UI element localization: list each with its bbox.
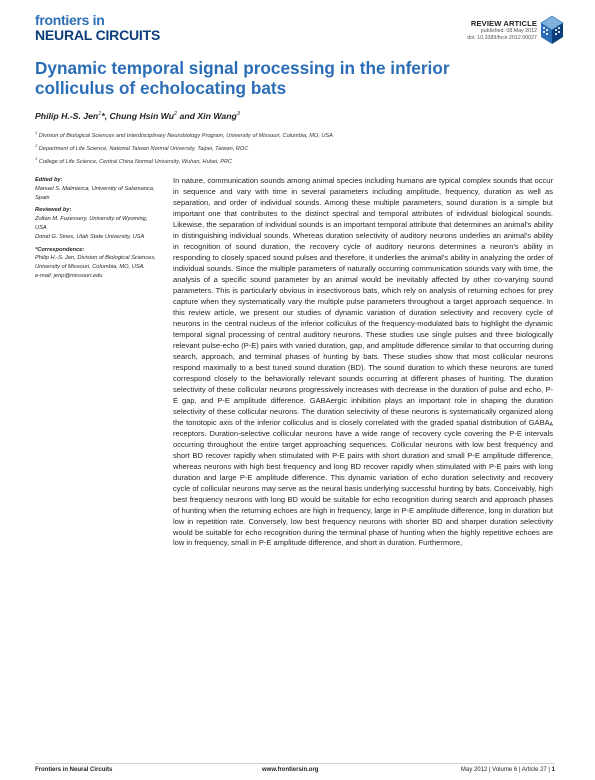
affiliation-text: Division of Biological Sciences and Interdisciplinary Neurobiology Program, University of Missouri, Columbia, MO, USA [38, 132, 333, 139]
journal-name-line1: frontiers in [35, 12, 105, 28]
author-name[interactable]: Philip H.-S. Jen [35, 111, 99, 121]
footer-journal-name: Frontiers in Neural Circuits [35, 767, 113, 773]
author-separator: and [177, 111, 195, 121]
affiliation [35, 154, 555, 167]
reviewed-by-label: Reviewed by: [35, 207, 72, 214]
edited-by-label: Edited by: [35, 177, 63, 183]
author-separator: *, [101, 111, 108, 121]
correspondence-block [35, 246, 160, 281]
page-number: 1 [551, 767, 555, 773]
article-meta [467, 19, 537, 42]
author-name[interactable]: Chung Hsin Wu [109, 111, 175, 121]
author-name[interactable]: Xin Wang [197, 111, 237, 121]
affiliation [35, 141, 555, 154]
footer-issue-info [461, 767, 555, 773]
footer-issue-text: May 2012 | Volume 6 | Article 27 | [460, 767, 550, 773]
correspondence-email[interactable]: e-mail: jenp@missouri.edu [35, 272, 103, 279]
publication-date: published: 08 May 2012 [480, 28, 537, 35]
reviewed-by-block [35, 206, 160, 241]
correspondence-label: *Correspondence: [35, 246, 85, 253]
author-list [35, 111, 240, 121]
abstract [173, 176, 553, 549]
affiliation-mark: 3 [35, 155, 38, 161]
abstract-text-continued: receptors. Duration-selective collicular neurons have a wide range of recovery cycle covering the P-E intervals occurring throughout the entire target approaching sequences. Collicular neurons with low best frequency and short BD recover rapidly when stimulated with P-E pairs with short duration and small P-E amplitude difference, whereas neurons with high best frequency and long BD recover rapidly when stimulated with P-E pairs with long duration and large P-E amplitude difference. This dynamic variation of echo duration selectivity and recovery cycle of collicular neurons may serve as the neural basis underlying successful hunting by bats. Conceivably, high best frequency neurons with long BD would be suitable for echo recognition during search and approach phases of hunting when the returning echoes are high in frequency, large in P-E amplitude difference, long in duration but low in repetition rate. Conversely, low best frequency neurons with shorter BD and sharper duration selectivity would be suitable for echo recognition during the terminal phase of hunting when the highly repetitive echoes are low in frequency, small in P-E amplitude difference, and short in duration. Furthermore, [173, 428, 553, 548]
footer-divider [35, 763, 555, 764]
journal-logo [35, 13, 160, 42]
reviewer-name: Donal G. Sinex, Utah State University, USA [35, 233, 145, 240]
affiliation [35, 128, 555, 141]
author-affiliation-mark: 3 [236, 111, 240, 118]
editorial-sidebar [35, 176, 160, 285]
abstract-text: In nature, communication sounds among animal species including humans are typical complex sounds that occur in sequence and vary with time in several parameters including amplitude, frequency, duration as well as separation, and order of individual sounds. Among these multiple parameters, sound duration is a simple but important one that contributes to the distinct spectral and temporal attributes of individual biological sounds. Likewise, the separation of individual sounds is an important temporal attribute that determines an animal's ability in distinguishing individual sounds. Whereas duration selectivity of auditory neurons underlies an animal's ability in recognition of sound duration, the recovery cycle of auditory neurons determines a neuron's ability in responding to closely spaced sound pulses and therefore, it underlies the animal's ability in analyzing the order of individual sounds. Since the multiple parameters of naturally occurring communication sounds vary with time, the analysis of a specific sound parameter by an animal would be inevitably affected by other co-varying sound parameters. This is particularly obvious in insectivorous bats, which rely on analysis of returning echoes for prey capture when they systematically vary the multiple pulse parameters throughout a target approach sequence. In this review article, we present our studies of dynamic variation of duration selectivity and recovery cycle of neurons in the central nucleus of the inferior colliculus of the frequency-modulated bats to highlight the dynamic temporal signal processing of central auditory neurons. These studies use single pulses and three biologically relevant pulse-echo (P-E) pairs with varied duration, gap, and amplitude difference similar to that occurring during search, approach, and terminal phases of hunting by bats. These studies show that most collicular neurons respond maximally to a best tuned sound duration (BD). The sound duration to which these neurons are tuned correspond closely to the behaviorally relevant sounds occurring at different phases of hunting. The duration selectivity of these collicular neurons progressively increases with decrease in the duration of pulse and echo, P-E gap, and P-E amplitude difference. GABAergic inhibition plays an important role in shaping the duration selectivity of these collicular neurons. The duration selectivity of these neurons is systematically organized along the tonotopic axis of the inferior colliculus and is closely correlated with the graded spatial distribution of GABA [173, 176, 553, 427]
affiliation-text: Department of Life Science, National Taiwan Normal University, Taipei, Taiwan, ROC [38, 145, 249, 152]
reviewer-name: Zoltan M. Fuzessery, University of Wyoming, USA [35, 216, 148, 231]
affiliation-mark: 2 [35, 142, 38, 148]
footer-website-link[interactable]: www.frontiersin.org [262, 767, 319, 773]
affiliation-mark: 1 [35, 130, 38, 135]
edited-by-block [35, 176, 160, 202]
journal-name-line2: NEURAL CIRCUITS [35, 27, 161, 43]
editor-name: Manuel S. Malmierca, University of Salamanca, Spain [35, 185, 155, 201]
author-affiliation-mark: 2 [174, 111, 178, 118]
article-type: REVIEW ARTICLE [470, 19, 537, 28]
frontiers-logo-icon [539, 14, 565, 46]
doi: doi: 10.3389/fncir.2012.00027 [467, 35, 537, 42]
affiliations [35, 128, 555, 167]
author-affiliation-mark: 1 [98, 111, 102, 118]
affiliation-text: College of Life Science, Central China Normal University, Wuhan, Hubei, PRC [38, 158, 233, 165]
article-title: Dynamic temporal signal processing in the inferior colliculus of echolocating bats [35, 58, 450, 98]
correspondence-address: Philip H.-S. Jen, Division of Biological Sciences, University of Missouri, Columbia, MO, USA. [35, 255, 156, 271]
abstract-subscript: A [549, 421, 553, 428]
